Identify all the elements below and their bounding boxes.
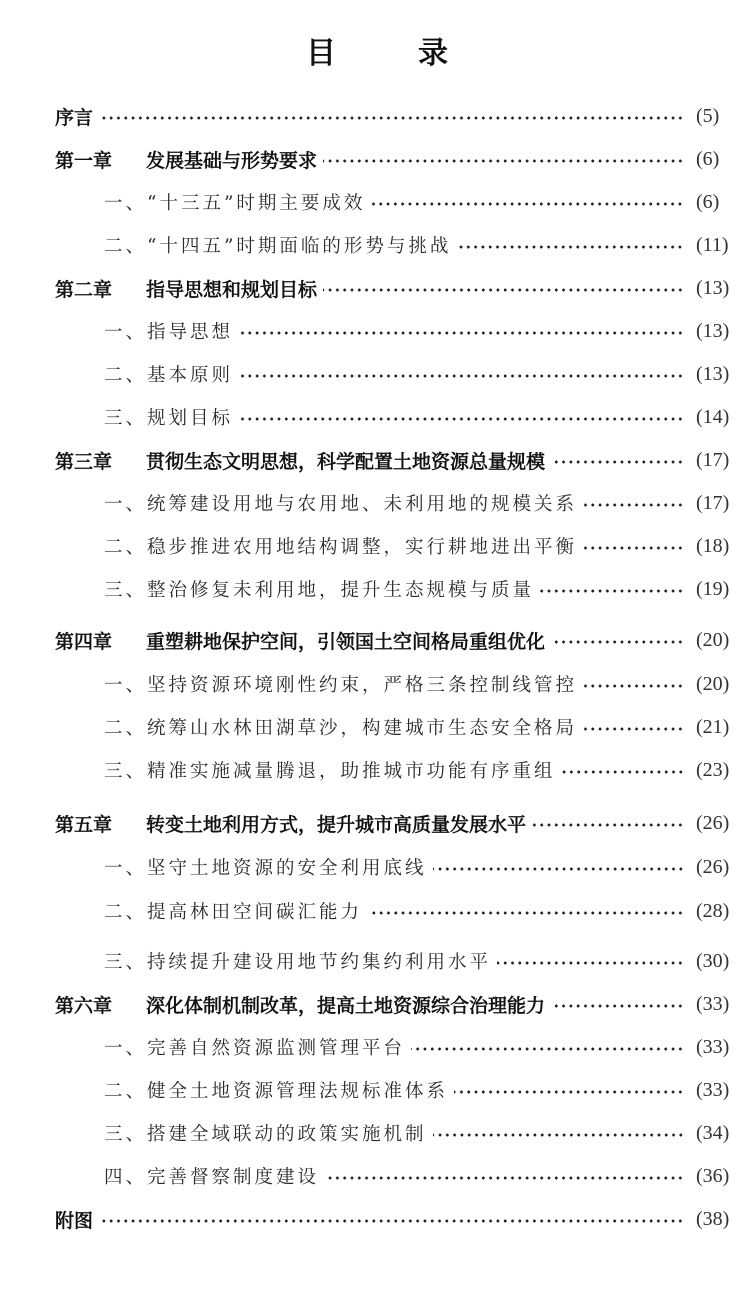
toc-entry-title: [104, 1077, 448, 1103]
toc-entry-title: [55, 146, 317, 173]
entry-text: 四、完善督察制度建设: [104, 1167, 320, 1188]
page-number: (26): [696, 855, 730, 878]
entry-text: 附图: [55, 1209, 94, 1232]
toc-chapter-entry[interactable]: [0, 625, 754, 655]
toc-entry-title: [104, 490, 577, 516]
toc-entry-title: [104, 318, 233, 344]
toc-chapter-entry[interactable]: [0, 1204, 754, 1234]
entry-text: 一、完善自然资源监测管理平台: [104, 1038, 406, 1059]
dot-leader: [99, 116, 684, 120]
page-number: (6): [696, 147, 720, 170]
dot-leader: [583, 546, 684, 550]
dot-leader: [583, 503, 684, 507]
toc-chapter-entry[interactable]: [0, 989, 754, 1019]
dot-leader: [583, 684, 684, 688]
entry-text: 二、提高林田空间碳汇能力: [104, 902, 363, 923]
toc-entry-title: [104, 1034, 405, 1060]
dot-leader: [239, 374, 684, 378]
toc-entry-title: [104, 1163, 319, 1189]
dot-leader: [551, 460, 684, 464]
toc-entry-title: [104, 361, 233, 387]
toc-chapter-entry[interactable]: [0, 445, 754, 475]
toc-entry-title: [55, 627, 545, 654]
entry-text: 一、指导思想: [104, 322, 234, 343]
dot-leader: [325, 1176, 684, 1180]
toc-section-entry[interactable]: [0, 852, 754, 882]
dot-leader: [532, 823, 684, 827]
dot-leader: [497, 961, 684, 965]
entry-text: 一、坚守土地资源的安全利用底线: [104, 858, 427, 879]
dot-leader: [323, 159, 684, 163]
page-number: (18): [696, 534, 730, 557]
toc-section-entry[interactable]: [0, 712, 754, 742]
page-number: (21): [696, 715, 730, 738]
entry-text: 三、持续提升建设用地节约集约利用水平: [104, 952, 492, 973]
page-number: (14): [696, 405, 730, 428]
toc-chapter-entry[interactable]: [0, 101, 754, 131]
toc-entry-title: [55, 103, 93, 130]
entry-text: 一、统筹建设用地与农用地、未利用地的规模关系: [104, 494, 578, 515]
entry-text: 重塑耕地保护空间，引领国土空间格局重组优化: [146, 630, 546, 653]
dot-leader: [433, 1133, 684, 1137]
page-number: (13): [696, 276, 730, 299]
dot-leader: [454, 1090, 684, 1094]
toc-entry-title: [104, 576, 534, 602]
page-number: (11): [696, 233, 729, 256]
chapter-number: 第六章: [55, 994, 113, 1017]
toc-chapter-entry[interactable]: [0, 273, 754, 303]
toc-section-entry[interactable]: [0, 574, 754, 604]
toc-entry-title: [104, 189, 365, 215]
page-number: (38): [696, 1207, 730, 1230]
entry-text: 二、稳步推进农用地结构调整，实行耕地进出平衡: [104, 537, 578, 558]
page-number: (36): [696, 1164, 730, 1187]
toc-entry-title: [55, 991, 545, 1018]
dot-leader: [239, 417, 684, 421]
page-number: (26): [696, 811, 730, 834]
entry-text: 一、坚持资源环境刚性约束，严格三条控制线管控: [104, 675, 578, 696]
chapter-number: 第四章: [55, 630, 113, 653]
toc-entry-title: [55, 447, 545, 474]
entry-text: 转变土地利用方式，提升城市高质量发展水平: [146, 813, 527, 836]
page-title: 目 录: [306, 36, 474, 71]
toc-section-entry[interactable]: [0, 187, 754, 217]
entry-text: 二、统筹山水林田湖草沙，构建城市生态安全格局: [104, 718, 578, 739]
page-number: (20): [696, 628, 730, 651]
chapter-number: 第三章: [55, 450, 113, 473]
page-number: (28): [696, 899, 730, 922]
toc-section-entry[interactable]: [0, 402, 754, 432]
dot-leader: [368, 911, 684, 915]
entry-text: 三、搭建全域联动的政策实施机制: [104, 1124, 427, 1145]
page-number: (19): [696, 577, 730, 600]
dot-leader: [562, 770, 684, 774]
toc-entry-title: [104, 671, 577, 697]
toc-entry-title: [104, 533, 577, 559]
page-number: (6): [696, 190, 720, 213]
toc-section-entry[interactable]: [0, 1118, 754, 1148]
dot-leader: [457, 245, 684, 249]
entry-text: 三、规划目标: [104, 408, 234, 429]
chapter-number: 第二章: [55, 278, 113, 301]
entry-text: 二、健全土地资源管理法规标准体系: [104, 1081, 449, 1102]
page-number: (13): [696, 362, 730, 385]
page-number: (30): [696, 949, 730, 972]
entry-text: 指导思想和规划目标: [146, 278, 318, 301]
dot-leader: [551, 640, 684, 644]
dot-leader: [583, 727, 684, 731]
toc-entry-title: [104, 1120, 427, 1146]
toc-section-entry[interactable]: [0, 1161, 754, 1191]
toc-section-entry[interactable]: [0, 896, 754, 926]
dot-leader: [323, 288, 684, 292]
dot-leader: [371, 202, 684, 206]
page-number: (33): [696, 1035, 730, 1058]
entry-text: 发展基础与形势要求: [146, 149, 318, 172]
toc-section-entry[interactable]: [0, 1075, 754, 1105]
entry-text: 序言: [55, 106, 94, 129]
page-number: (5): [696, 104, 720, 127]
entry-text: 一、“十三五”时期主要成效: [104, 193, 366, 214]
toc-section-entry[interactable]: [0, 755, 754, 785]
toc-section-entry[interactable]: [0, 1032, 754, 1062]
toc-section-entry[interactable]: [0, 488, 754, 518]
chapter-number: 第一章: [55, 149, 113, 172]
toc-entry-title: [104, 854, 427, 880]
dot-leader: [411, 1047, 684, 1051]
toc-entry-title: [104, 232, 451, 258]
toc-section-entry[interactable]: [0, 946, 754, 976]
toc-section-entry[interactable]: [0, 531, 754, 561]
toc-entry-title: [104, 714, 577, 740]
entry-text: 三、精准实施减量腾退，助推城市功能有序重组: [104, 761, 556, 782]
toc-entry-title: [104, 757, 556, 783]
page-number: (23): [696, 758, 730, 781]
chapter-number: 第五章: [55, 813, 113, 836]
toc-entry-title: [104, 898, 362, 924]
page-number: (33): [696, 1078, 730, 1101]
page-number: (17): [696, 448, 730, 471]
page-number: (17): [696, 491, 730, 514]
toc-section-entry[interactable]: [0, 669, 754, 699]
dot-leader: [433, 867, 684, 871]
dot-leader: [551, 1004, 684, 1008]
dot-leader: [239, 331, 684, 335]
page-number: (20): [696, 672, 730, 695]
dot-leader: [540, 589, 684, 593]
page-number: (33): [696, 992, 730, 1015]
page-number: (34): [696, 1121, 730, 1144]
toc-chapter-entry[interactable]: [0, 144, 754, 174]
toc-entry-title: [104, 948, 491, 974]
toc-entry-title: [55, 275, 317, 302]
entry-text: 深化体制机制改革，提高土地资源综合治理能力: [146, 994, 546, 1017]
entry-text: 二、基本原则: [104, 365, 234, 386]
toc-section-entry[interactable]: [0, 316, 754, 346]
entry-text: 三、整治修复未利用地，提升生态规模与质量: [104, 580, 535, 601]
page-number: (13): [696, 319, 730, 342]
entry-text: 贯彻生态文明思想，科学配置土地资源总量规模: [146, 450, 546, 473]
toc-section-entry[interactable]: [0, 230, 754, 260]
toc-entry-title: [104, 404, 233, 430]
toc-chapter-entry[interactable]: [0, 808, 754, 838]
toc-entry-title: [55, 810, 526, 837]
toc-section-entry[interactable]: [0, 359, 754, 389]
toc-entry-title: [55, 1206, 93, 1233]
entry-text: 二、“十四五”时期面临的形势与挑战: [104, 236, 452, 257]
dot-leader: [99, 1219, 684, 1223]
